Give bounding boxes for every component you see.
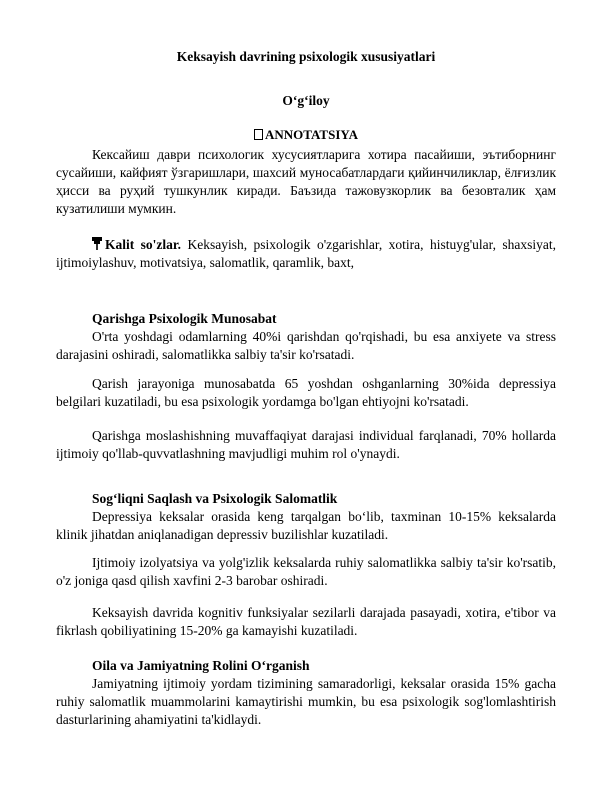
- section-1-paragraph-2: Qarish jarayoniga munosabatda 65 yoshdan oshganlarning 30%ida depressiya belgilari kuzatiladi, bu esa psixologik yordamga bo'lgan ehtiyojni ko'rsatadi.: [56, 376, 556, 409]
- keywords-paragraph: [56, 236, 556, 272]
- section-3-paragraph-1: Jamiyatning ijtimoiy yordam tizimining samaradorligi, keksalar orasida 15% gacha ruhiy salomatlik muammolarini kamaytirishi mumkin, bu esa psixologik sog'lomlashtirish dasturlarining ahamiyatini ta'kidlaydi.: [56, 676, 556, 727]
- annotation-heading: [56, 127, 556, 143]
- pin-icon: [92, 237, 102, 250]
- document-title: Keksayish davrining psixologik xususiyatlari: [176, 49, 436, 64]
- section-2-paragraph-1: Depressiya keksalar orasida keng tarqalgan bo‘lib, taxminan 10-15% keksalarda klinik jihatdan aniqlanadigan depressiv buzilishlar kuzatiladi.: [56, 509, 556, 542]
- keywords-label: Kalit so'zlar.: [105, 237, 182, 252]
- section-2-paragraph-2: Ijtimoiy izolyatsiya va yolg'izlik keksalarda ruhiy salomatlikka salbiy ta'sir ko'rsatib, o'z joniga qasd qilish xavfini 2-3 barobar oshiradi.: [56, 555, 556, 588]
- section-heading-1: Qarishga Psixologik Munosabat: [92, 311, 277, 326]
- square-icon: [254, 129, 263, 140]
- document-author: O‘g‘iloy: [282, 93, 330, 108]
- keywords-text: Keksayish, psixologik o'zgarishlar, xotira, histuyg'ular, shaxsiyat, ijtimoiylashuv, motivatsiya, salomatlik, qaramlik, baxt,: [56, 237, 557, 270]
- annotation-text: Кексайиш даври психологик хусусиятларига хотира пасайиши, эътиборнинг сусайиши, кайфият ўзгаришлари, шахсий муносабатлардаги қийинчиликлар, ёлғизлик ҳисси ва руҳий тушкунлик киради. Баъзида тажовузкорлик ва безовталик ҳам кузатилиши мумкин.: [56, 147, 556, 216]
- annotation-heading-label: ANNOTATSIYA: [265, 127, 358, 142]
- section-heading-2: Sog‘liqni Saqlash va Psixologik Salomatlik: [92, 491, 338, 506]
- section-heading-3: Oila va Jamiyatning Rolini O‘rganish: [92, 658, 310, 673]
- section-1-paragraph-1: O'rta yoshdagi odamlarning 40%i qarishdan qo'rqishadi, bu esa anxiyete va stress darajasini oshiradi, salomatlikka salbiy ta'sir ko'rsatadi.: [56, 329, 556, 362]
- section-1-paragraph-3: Qarishga moslashishning muvaffaqiyat darajasi individual farqlanadi, 70% hollarda ijtimoiy qo'llab-quvvatlashning mavjudligi muhim rol o'ynaydi.: [56, 428, 556, 461]
- section-2-paragraph-3: Keksayish davrida kognitiv funksiyalar sezilarli darajada pasayadi, xotira, e'tibor va fikrlash qobiliyatining 15-20% ga kamayishi kuzatiladi.: [56, 605, 556, 638]
